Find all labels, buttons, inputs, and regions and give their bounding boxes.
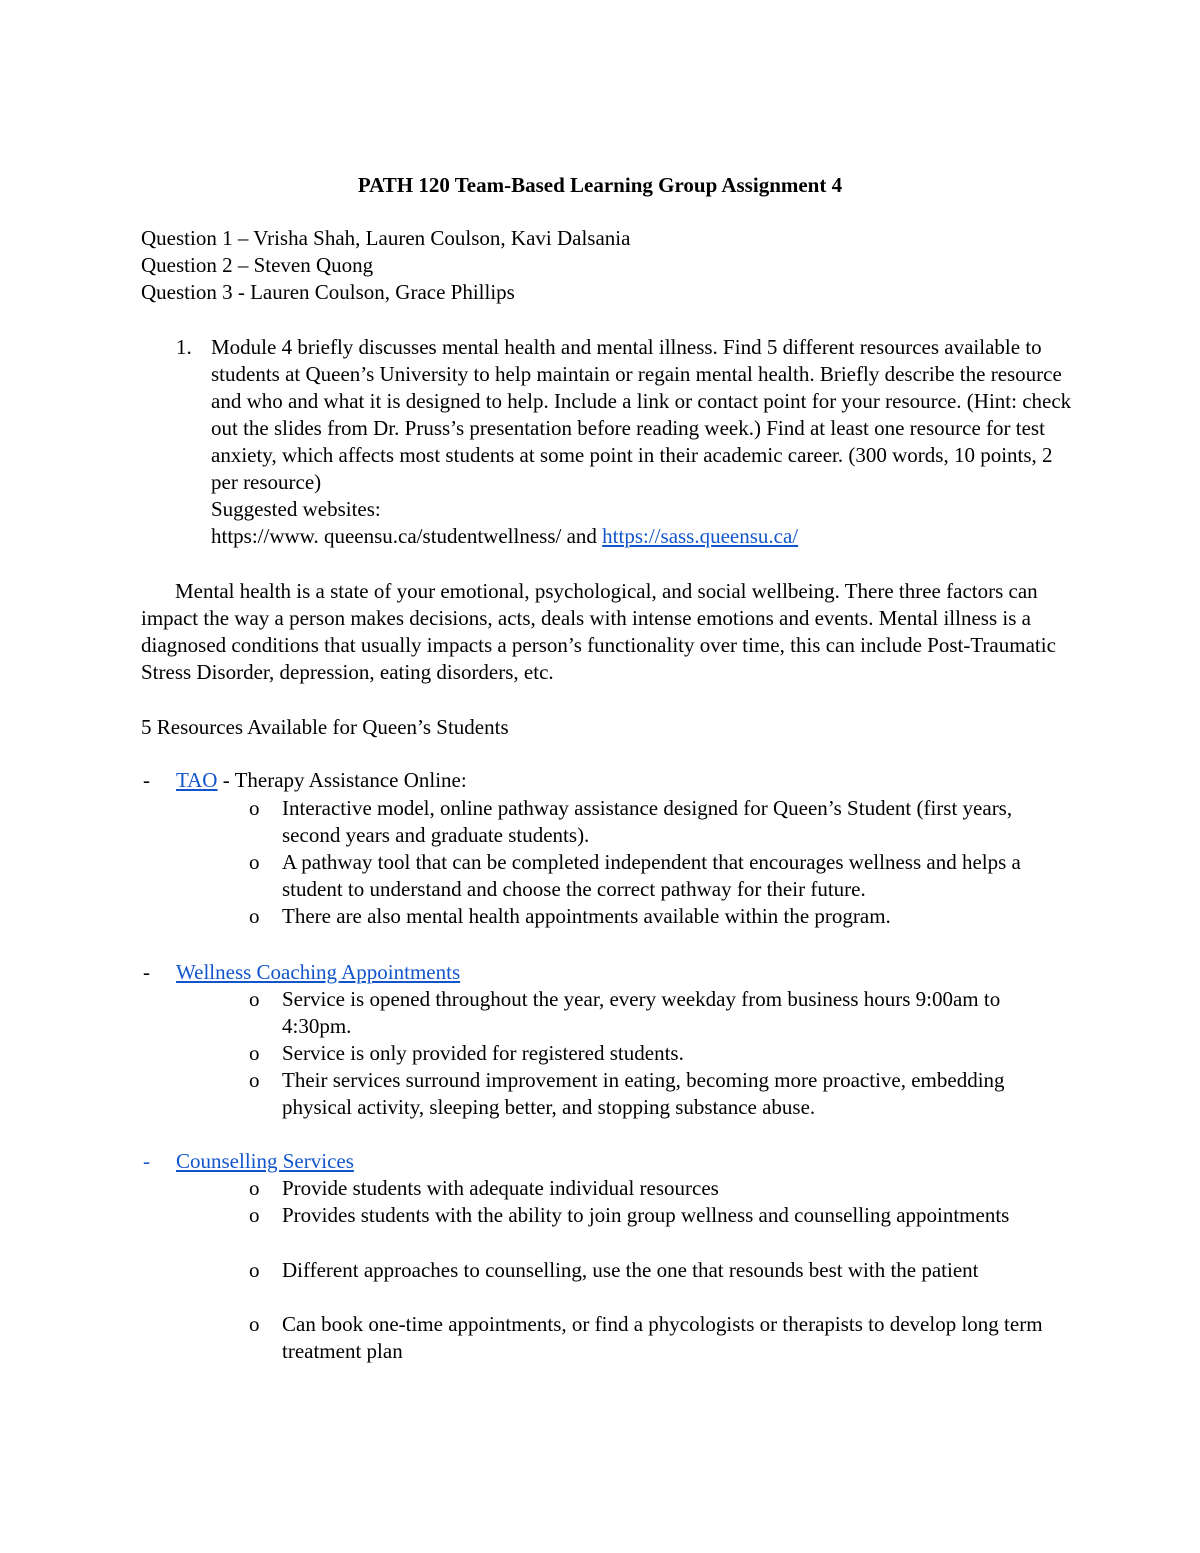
list-item: Service is opened throughout the year, every weekday from business hours 9:00am to 4:30pm. — [282, 987, 1001, 1038]
mental-health-paragraph — [141, 578, 1076, 686]
list-item: Different approaches to counselling, use the one that resounds best with the patient — [282, 1258, 979, 1282]
bullet-marker: o — [249, 850, 260, 874]
bullet-marker: o — [249, 1258, 260, 1282]
assignment-question-text: Module 4 briefly discusses mental health and mental illness. Find 5 different resources available to students at Queen’s University to help maintain or regain mental health. Briefly describe the resource and who and what it is designed to help. Include a link or contact point for your resource. (Hint: check out the slides from Dr. Pruss’s presentation before reading week.) Find at least one resource for test anxiety, which affects most students at some point in their academic career. (300 words, 10 points, 2 per resource) — [211, 335, 1072, 494]
bullet-marker: o — [249, 1176, 260, 1200]
list-item: Their services surround improvement in eating, becoming more proactive, embedding physical activity, sleeping better, and stopping substance abuse. — [282, 1068, 1005, 1119]
bullet-marker: o — [249, 904, 260, 928]
bullet-marker: o — [249, 1312, 260, 1336]
bullet-marker: o — [249, 1203, 260, 1227]
bullet-marker: o — [249, 1068, 260, 1092]
resource-dash: - — [143, 768, 150, 792]
list-item: Provide students with adequate individual resources — [282, 1176, 719, 1200]
bullet-marker: o — [249, 1041, 260, 1065]
url-joiner: and — [566, 524, 597, 548]
tao-suffix: - Therapy Assistance Online: — [217, 768, 467, 792]
list-item: A pathway tool that can be completed independent that encourages wellness and helps a student to understand and choose the correct pathway for their future. — [282, 850, 1021, 901]
assignment-question — [211, 334, 1081, 550]
wellness-coaching-link[interactable]: Wellness Coaching Appointments — [176, 960, 461, 984]
list-number: 1. — [176, 335, 192, 359]
counselling-services-link[interactable]: Counselling Services — [176, 1149, 354, 1173]
studentwellness-url: https://www. queensu.ca/studentwellness/ — [211, 524, 562, 548]
list-item: Provides students with the ability to join group wellness and counselling appointments — [282, 1203, 1010, 1227]
list-item: Can book one-time appointments, or find a phycologists or therapists to develop long term treatment plan — [282, 1312, 1043, 1363]
page-title: PATH 120 Team-Based Learning Group Assignment 4 — [357, 173, 843, 197]
resource-heading — [176, 767, 467, 794]
resource-dash: - — [143, 1149, 150, 1173]
resources-heading: 5 Resources Available for Queen’s Students — [141, 715, 509, 739]
resource-heading — [176, 1148, 354, 1175]
list-item: Service is only provided for registered students. — [282, 1041, 684, 1065]
list-item: There are also mental health appointments available within the program. — [282, 904, 891, 928]
list-item: Interactive model, online pathway assistance designed for Queen’s Student (first years, second years and graduate students). — [282, 796, 1013, 847]
question-3-line: Question 3 - Lauren Coulson, Grace Phillips — [141, 280, 515, 304]
mental-health-paragraph-text: Mental health is a state of your emotional, psychological, and social wellbeing. There three factors can impact the way a person makes decisions, acts, deals with intense emotions and events. Mental illness is a diagnosed conditions that usually impacts a person’s functionality over time, this can include Post-Traumatic Stress Disorder, depression, eating disorders, etc. — [141, 579, 1056, 684]
suggested-websites-label: Suggested websites: — [211, 497, 381, 521]
bullet-marker: o — [249, 987, 260, 1011]
tao-link[interactable]: TAO — [176, 768, 218, 792]
resource-heading — [176, 959, 460, 986]
sass-link[interactable]: https://sass.queensu.ca/ — [602, 524, 799, 548]
bullet-marker: o — [249, 796, 260, 820]
resource-dash: - — [143, 960, 150, 984]
question-2-line: Question 2 – Steven Quong — [141, 253, 374, 277]
question-1-line: Question 1 – Vrisha Shah, Lauren Coulson, Kavi Dalsania — [141, 226, 631, 250]
